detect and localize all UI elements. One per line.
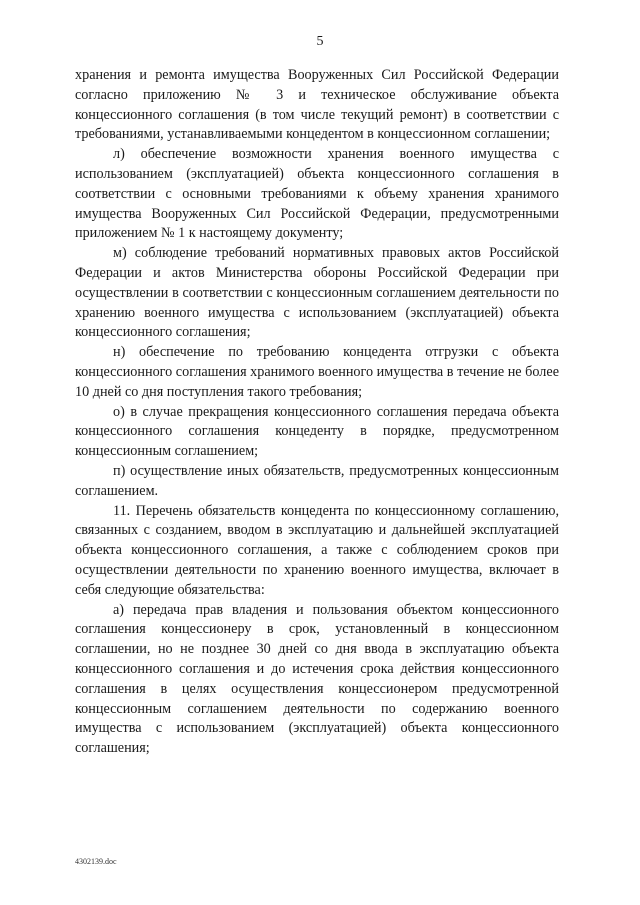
paragraph: а) передача прав владения и пользования объектом концессионного соглашения концессионеру в срок, установленный в концессионном соглашении, но не позднее 30 дней со дня ввода в эксплуатацию объекта концессионного соглашения и до истечения срока действия концессионного соглашения в целях осуществления концессионером предусмотренной концессионным соглашением деятельности по содержанию военного имущества с использованием (эксплуатацией) объекта концессионного соглашения; <box>75 601 559 757</box>
paragraph: м) соблюдение требований нормативных правовых актов Российской Федерации и актов Министерства обороны Российской Федерации при осуществлении в соответствии с концессионным соглашением деятельности по хранению военного имущества с использованием (эксплуатацией) объекта концессионного соглашения; <box>75 245 559 341</box>
page-number: 5 <box>316 34 324 49</box>
paragraph: хранения и ремонта имущества Вооруженных Сил Российской Федерации согласно приложению № 3 и техническое обслуживание объекта концессионного соглашения (в том числе текущий ремонт) в соответствии с требованиями, устанавливаемыми концедентом в концессионном соглашении; <box>75 67 559 143</box>
paragraph: 11. Перечень обязательств концедента по концессионному соглашению, связанных с созданием, вводом в эксплуатацию и дальнейшей эксплуатацией объекта концессионного соглашения, а также с соблюдением сроков при осуществлении деятельности по хранению военного имущества, включает в себя следующие обязательства: <box>75 502 559 598</box>
document-body <box>75 66 559 759</box>
paragraph: п) осуществление иных обязательств, предусмотренных концессионным соглашением. <box>75 462 559 499</box>
paragraph: л) обеспечение возможности хранения военного имущества с использованием (эксплуатацией) объекта концессионного соглашения в соответствии с основными требованиями к объему хранения хранимого имущества Вооруженных Сил Российской Федерации, предусмотренными приложением № 1 к настоящему документу; <box>75 146 559 242</box>
paragraph: н) обеспечение по требованию концедента отгрузки с объекта концессионного соглашения хранимого военного имущества в течение не более 10 дней со дня поступления такого требования; <box>75 344 559 400</box>
paragraph: о) в случае прекращения концессионного соглашения передача объекта концессионного соглашения концеденту в порядке, предусмотренном концессионным соглашением; <box>75 403 559 460</box>
file-name-footer: 4302139.doc <box>75 857 117 866</box>
